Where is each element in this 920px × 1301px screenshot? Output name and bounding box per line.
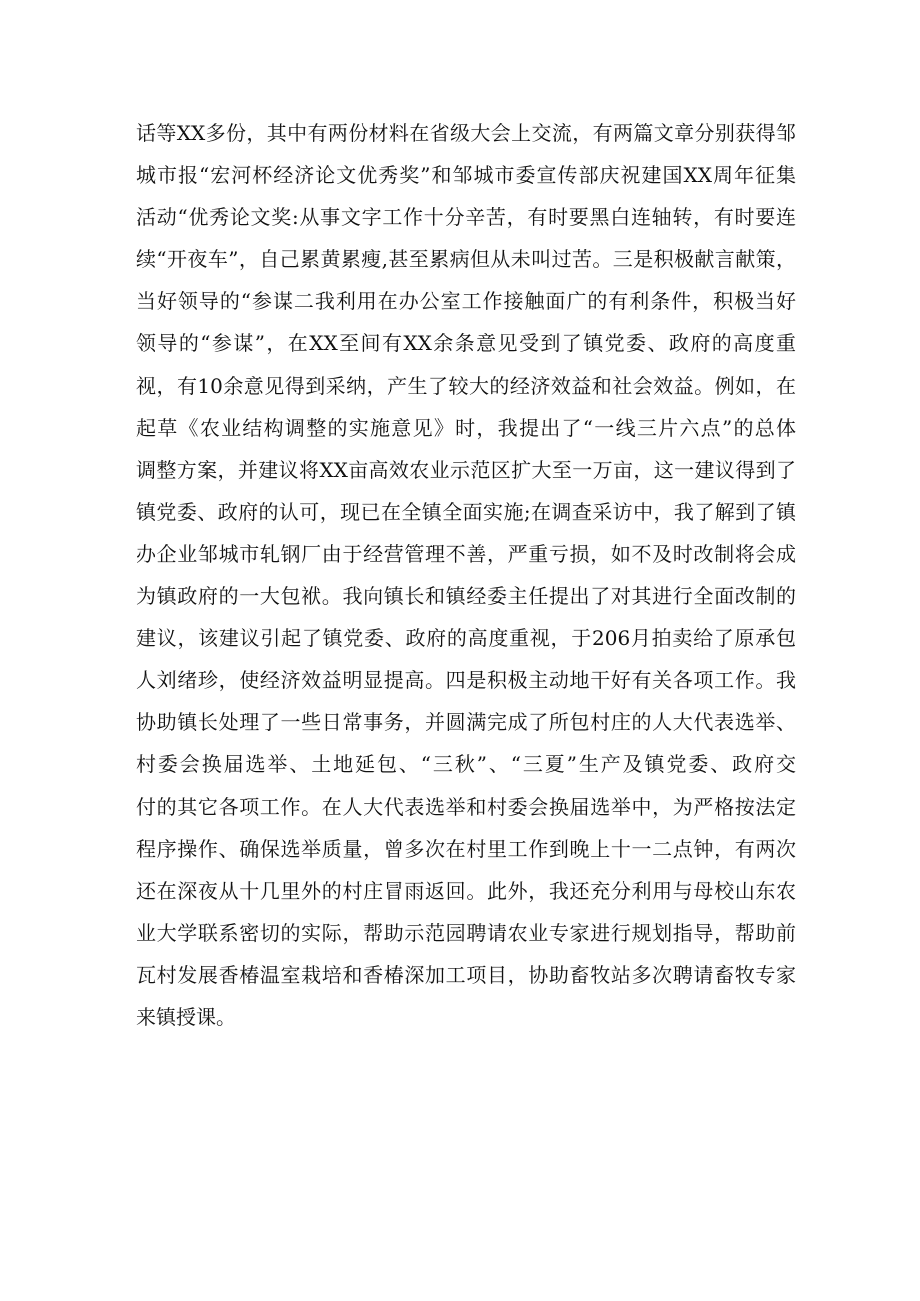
text-line-20: 业大学联系密切的实际，帮助示范园聘请农业专家进行规划指导，帮助前 (136, 920, 796, 945)
text-line-3: 活动“优秀论文奖:从事文字工作十分辛苦，有时要黑白连轴转，有时要连 (136, 205, 796, 230)
text-line-1: 话等XX多份，其中有两份材料在省级大会上交流，有两篇文章分别获得邹 (136, 121, 796, 145)
text-line-6: 领导的“参谋”，在XX至间有XX余条意见受到了镇党委、政府的高度重 (136, 331, 796, 356)
text-line-21: 瓦村发展香椿温室栽培和香椿深加工项目，协助畜牧站多次聘请畜牧专家 (136, 962, 796, 987)
text-line-12: 为镇政府的一大包袱。我向镇长和镇经委主任提出了对其进行全面改制的 (136, 584, 796, 609)
body-paragraph (136, 112, 796, 1038)
text-line-17: 付的其它各项工作。在人大代表选举和村委会换届选举中，为严格按法定 (136, 794, 796, 819)
text-line-15: 协助镇长处理了一些日常事务，并圆满完成了所包村庄的人大代表选举、 (136, 710, 796, 735)
text-line-8: 起草《农业结构调整的实施意见》时，我提出了“一线三片六点”的总体 (136, 415, 796, 440)
text-line-9: 调整方案，并建议将XX亩高效农业示范区扩大至一万亩，这一建议得到了 (136, 457, 796, 482)
text-line-10: 镇党委、政府的认可，现已在全镇全面实施;在调查采访中，我了解到了镇 (136, 499, 796, 524)
text-line-14: 人刘绪珍，使经济效益明显提高。四是积极主动地干好有关各项工作。我 (136, 668, 796, 693)
text-line-4: 续“开夜车”，自己累黄累瘦,甚至累病但从未叫过苦。三是积极献言献策， (136, 247, 796, 272)
text-line-16: 村委会换届选举、土地延包、“三秋”、“三夏”生产及镇党委、政府交 (136, 752, 796, 777)
text-line-11: 办企业邹城市轧钢厂由于经营管理不善，严重亏损，如不及时改制将会成 (136, 541, 796, 566)
text-line-7: 视，有10余意见得到采纳，产生了较大的经济效益和社会效益。例如，在 (136, 373, 796, 398)
text-line-5: 当好领导的“参谋二我利用在办公室工作接触面广的有利条件，积极当好 (136, 289, 796, 314)
text-line-19: 还在深夜从十几里外的村庄冒雨返回。此外，我还充分利用与母校山东农 (136, 878, 796, 903)
text-line-13: 建议，该建议引起了镇党委、政府的高度重视，于206月拍卖给了原承包 (136, 626, 796, 651)
text-line-2: 城市报“宏河杯经济论文优秀奖”和邹城市委宣传部庆祝建国XX周年征集 (136, 163, 796, 188)
text-line-18: 程序操作、确保选举质量，曾多次在村里工作到晚上十一二点钟，有两次 (136, 836, 796, 861)
text-line-22: 来镇授课。 (136, 1004, 236, 1029)
